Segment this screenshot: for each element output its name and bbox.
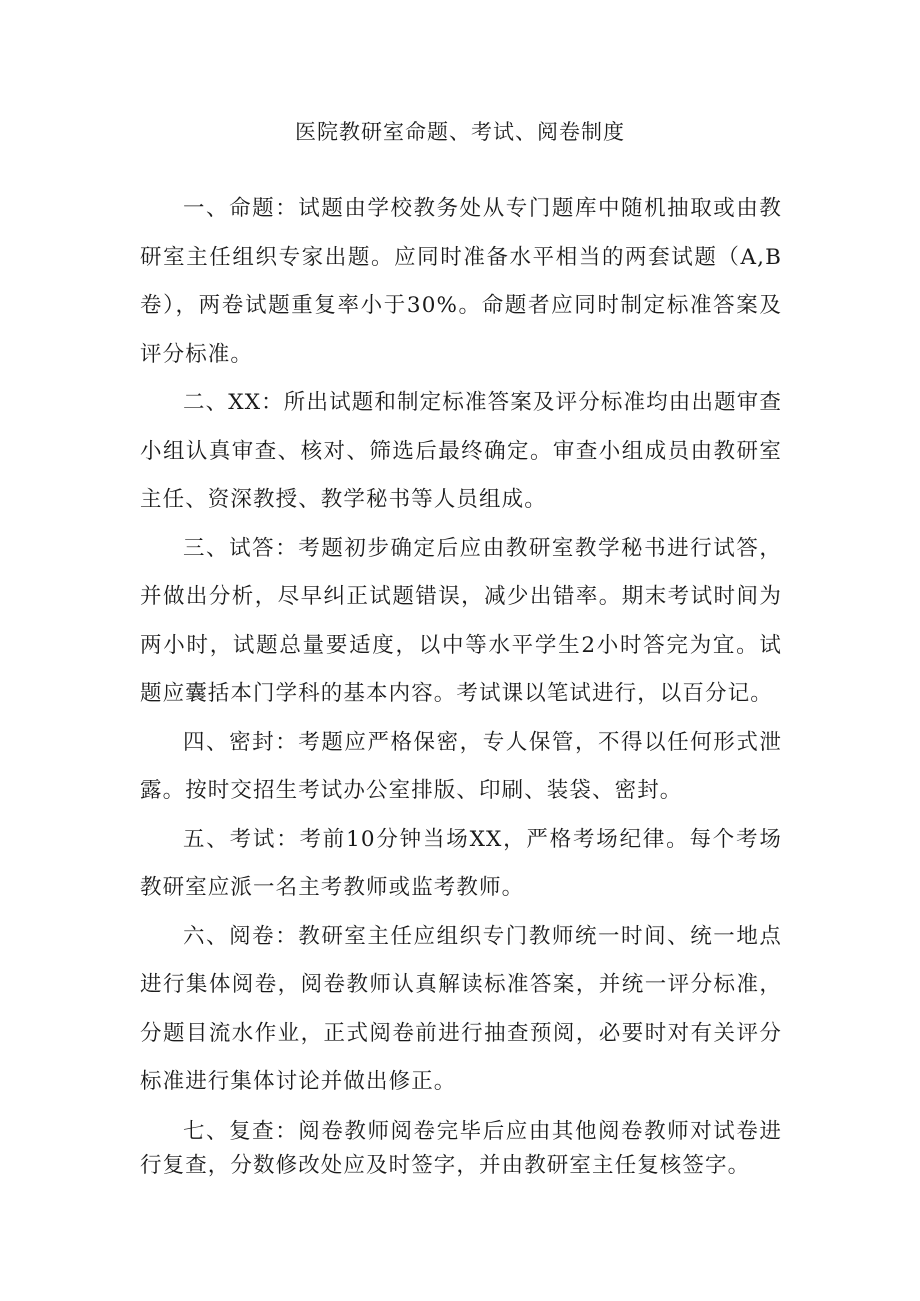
paragraph-exam: 五、考试：考前10分钟当场XX，严格考场纪律。每个考场教研室应派一名主考教师或监考教师。 [140,826,782,900]
paragraph-grading: 六、阅卷：教研室主任应组织专门教师统一时间、统一地点进行集体阅卷，阅卷教师认真解读标准答案，并统一评分标准，分题目流水作业，正式阅卷前进行抽查预阅，必要时对有关评分标准进行集体讨论并做出修正。 [140,923,782,1094]
document-title: 医院教研室命题、考试、阅卷制度 [295,120,625,144]
document-body [140,185,782,1183]
paragraph-trial-answer: 三、试答：考题初步确定后应由教研室教学秘书进行试答，并做出分析，尽早纠正试题错误，减少出错率。期末考试时间为两小时，试题总量要适度，以中等水平学生2小时答完为宜。试题应囊括本门学科的基本内容。考试课以笔试进行，以百分记。 [140,535,782,706]
paragraph-recheck: 七、复查：阅卷教师阅卷完毕后应由其他阅卷教师对试卷进行复查，分数修改处应及时签字，并由教研室主任复核签字。 [140,1118,782,1178]
paragraph-proposition: 一、命题：试题由学校教务处从专门题库中随机抽取或由教研室主任组织专家出题。应同时准备水平相当的两套试题（A,B卷），两卷试题重复率小于30%。命题者应同时制定标准答案及评分标准。 [140,196,782,367]
paragraph-sealing: 四、密封：考题应严格保密，专人保管，不得以任何形式泄露。按时交招生考试办公室排版、印刷、装袋、密封。 [140,729,782,803]
paragraph-review: 二、XX：所出试题和制定标准答案及评分标准均由出题审查小组认真审查、核对、筛选后最终确定。审查小组成员由教研室主任、资深教授、教学秘书等人员组成。 [140,390,782,512]
